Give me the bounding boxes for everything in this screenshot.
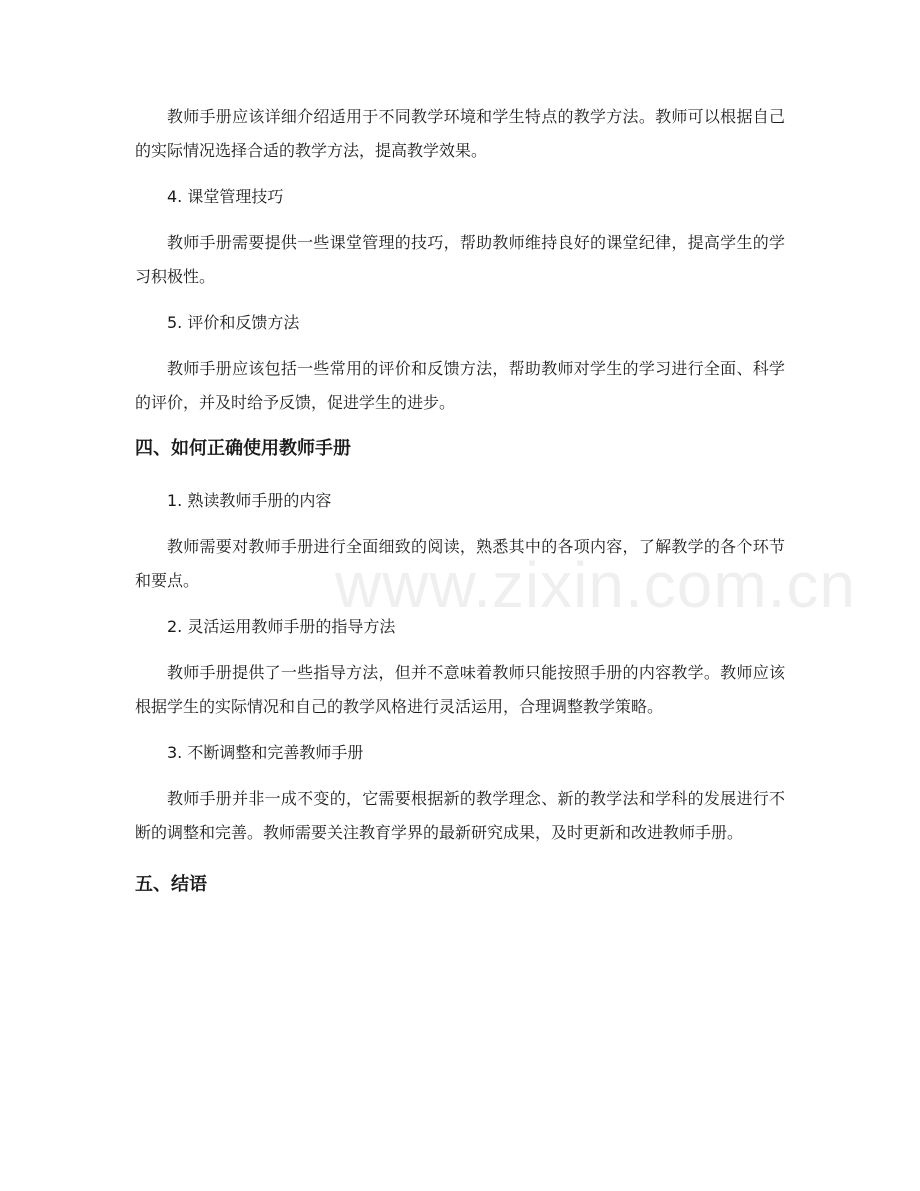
- subheading-read-thoroughly: 1. 熟读教师手册的内容: [167, 491, 332, 510]
- subheading-evaluation-feedback: 5. 评价和反馈方法: [167, 313, 300, 332]
- paragraph-read-thoroughly: 教师需要对教师手册进行全面细致的阅读，熟悉其中的各项内容，了解教学的各个环节和要点。: [135, 537, 785, 590]
- paragraph-classroom-management: 教师手册需要提供一些课堂管理的技巧，帮助教师维持良好的课堂纪律，提高学生的学习积极性。: [135, 233, 785, 286]
- section-heading-how-to-use: 四、如何正确使用教师手册: [135, 438, 351, 459]
- subheading-flexible-use: 2. 灵活运用教师手册的指导方法: [167, 617, 396, 636]
- paragraph-flexible-use: 教师手册提供了一些指导方法，但并不意味着教师只能按照手册的内容教学。教师应该根据学生的实际情况和自己的教学风格进行灵活运用，合理调整教学策略。: [135, 663, 785, 716]
- watermark: www.zixin.com.cn: [335, 549, 856, 621]
- paragraph-teaching-methods: 教师手册应该详细介绍适用于不同教学环境和学生特点的教学方法。教师可以根据自己的实际情况选择合适的教学方法，提高教学效果。: [135, 107, 785, 160]
- paragraph-evaluation-feedback: 教师手册应该包括一些常用的评价和反馈方法，帮助教师对学生的学习进行全面、科学的评价，并及时给予反馈，促进学生的进步。: [135, 359, 785, 412]
- section-heading-conclusion: 五、结语: [135, 874, 207, 895]
- subheading-classroom-management: 4. 课堂管理技巧: [167, 187, 284, 206]
- document-body: [135, 100, 785, 902]
- subheading-continuous-improvement: 3. 不断调整和完善教师手册: [167, 743, 364, 762]
- paragraph-continuous-improvement: 教师手册并非一成不变的，它需要根据新的教学理念、新的教学法和学科的发展进行不断的调整和完善。教师需要关注教育学界的最新研究成果，及时更新和改进教师手册。: [135, 789, 785, 842]
